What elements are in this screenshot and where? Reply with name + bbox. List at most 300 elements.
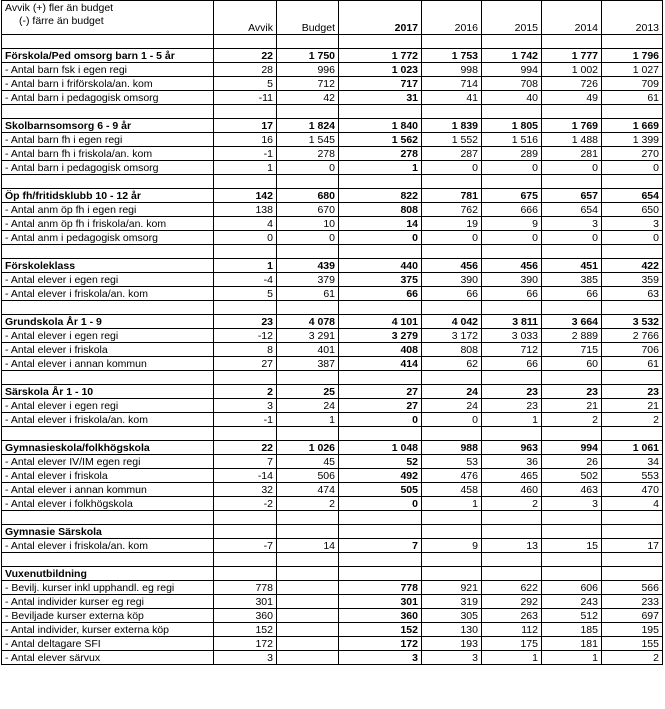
cell-2017: 808 [339,203,422,217]
cell-2016: 0 [422,413,482,427]
cell-2016: 24 [422,399,482,413]
cell-2013 [602,567,663,581]
cell-budget: 401 [277,343,339,357]
cell-2017: 1 562 [339,133,422,147]
section-row [2,259,663,273]
row-label: - Antal elever i annan kommun [2,483,214,497]
table-row [2,483,663,497]
empty-cell [602,427,663,441]
table-row [2,413,663,427]
cell-avvik: 28 [214,63,277,77]
cell-avvik: 8 [214,343,277,357]
cell-budget: 10 [277,217,339,231]
cell-avvik: 1 [214,161,277,175]
empty-cell [482,245,542,259]
empty-cell [602,35,663,49]
cell-2014: 0 [542,161,602,175]
table-row [2,497,663,511]
cell-2013: 709 [602,77,663,91]
cell-2015: 994 [482,63,542,77]
cell-2016: 458 [422,483,482,497]
section-title: Grundskola År 1 - 9 [2,315,214,329]
cell-2014 [542,567,602,581]
empty-cell [542,371,602,385]
cell-2014: 243 [542,595,602,609]
cell-2014: 715 [542,343,602,357]
empty-cell [542,175,602,189]
cell-2014: 2 889 [542,329,602,343]
cell-2015: 465 [482,469,542,483]
cell-2017: 27 [339,385,422,399]
empty-cell [277,105,339,119]
cell-avvik: -14 [214,469,277,483]
cell-2014: 60 [542,357,602,371]
cell-budget [277,581,339,595]
empty-cell [339,427,422,441]
cell-budget: 506 [277,469,339,483]
section-row [2,315,663,329]
empty-cell [2,371,214,385]
cell-2015 [482,525,542,539]
empty-cell [602,553,663,567]
row-label: - Antal individer, kurser externa köp [2,623,214,637]
cell-2015: 1 742 [482,49,542,63]
empty-cell [2,245,214,259]
table-row [2,217,663,231]
cell-2017: 1 [339,161,422,175]
row-label: - Antal elever i friskola/an. kom [2,413,214,427]
empty-cell [277,35,339,49]
cell-2016: 62 [422,357,482,371]
cell-2014: 451 [542,259,602,273]
empty-cell [602,245,663,259]
cell-2016 [422,567,482,581]
cell-budget: 680 [277,189,339,203]
cell-2013: 2 766 [602,329,663,343]
empty-cell [542,427,602,441]
cell-2017: 4 101 [339,315,422,329]
section-row [2,385,663,399]
cell-2016: 1 [422,497,482,511]
cell-2016: 287 [422,147,482,161]
section-title: Vuxenutbildning [2,567,214,581]
spacer-row [2,245,663,259]
cell-2014: 3 664 [542,315,602,329]
cell-2015: 675 [482,189,542,203]
cell-budget [277,609,339,623]
table-row [2,343,663,357]
cell-2016 [422,525,482,539]
cell-2014: 66 [542,287,602,301]
column-header-avvik: Avvik [214,1,277,35]
table-row [2,651,663,665]
row-label: - Bevilj. kurser inkl upphandl. eg regi [2,581,214,595]
header-label-line1: Avvik (+) fler än budget [5,2,114,14]
cell-2017: 408 [339,343,422,357]
cell-2015: 1 516 [482,133,542,147]
empty-cell [422,35,482,49]
cell-2016: 390 [422,273,482,287]
cell-2015: 390 [482,273,542,287]
row-label: - Beviljade kurser externa köp [2,609,214,623]
section-row [2,567,663,581]
cell-avvik: 32 [214,483,277,497]
row-label: - Antal elever i egen regi [2,399,214,413]
row-label: - Antal barn i pedagogisk omsorg [2,91,214,105]
empty-cell [214,553,277,567]
cell-2015: 963 [482,441,542,455]
spacer-row [2,35,663,49]
empty-cell [2,175,214,189]
cell-2013: 0 [602,231,663,245]
cell-avvik: 0 [214,231,277,245]
cell-2016: 998 [422,63,482,77]
cell-2014: 1 488 [542,133,602,147]
cell-2013: 233 [602,595,663,609]
empty-cell [339,105,422,119]
cell-2013 [602,525,663,539]
cell-2015: 456 [482,259,542,273]
table-row [2,147,663,161]
row-label: - Antal anm öp fh i egen regi [2,203,214,217]
section-row [2,49,663,63]
cell-2013: 270 [602,147,663,161]
cell-2013: 34 [602,455,663,469]
cell-avvik: 17 [214,119,277,133]
cell-avvik: -7 [214,539,277,553]
cell-avvik: 3 [214,651,277,665]
table-row [2,329,663,343]
cell-avvik: -1 [214,413,277,427]
row-label: - Antal barn fh i friskola/an. kom [2,147,214,161]
empty-cell [422,301,482,315]
table-row [2,595,663,609]
empty-cell [214,301,277,315]
empty-cell [339,301,422,315]
cell-2017: 152 [339,623,422,637]
empty-cell [277,245,339,259]
cell-2015: 1 [482,413,542,427]
cell-2016: 0 [422,161,482,175]
cell-budget: 1 [277,413,339,427]
cell-avvik: 23 [214,315,277,329]
cell-2014: 726 [542,77,602,91]
row-label: - Antal elever i friskola/an. kom [2,539,214,553]
empty-cell [2,105,214,119]
cell-2016: 4 042 [422,315,482,329]
cell-2014: 26 [542,455,602,469]
cell-2017 [339,567,422,581]
cell-2013: 63 [602,287,663,301]
cell-2017: 3 [339,651,422,665]
cell-2015: 36 [482,455,542,469]
empty-cell [2,427,214,441]
cell-2015: 292 [482,595,542,609]
cell-budget [277,595,339,609]
cell-avvik: -4 [214,273,277,287]
cell-2015: 666 [482,203,542,217]
cell-avvik: 22 [214,441,277,455]
spacer-row [2,553,663,567]
cell-budget: 24 [277,399,339,413]
cell-2014: 15 [542,539,602,553]
empty-cell [214,371,277,385]
cell-2014: 502 [542,469,602,483]
cell-2013: 706 [602,343,663,357]
cell-2017: 778 [339,581,422,595]
cell-2017: 360 [339,609,422,623]
cell-2017 [339,525,422,539]
cell-2015: 66 [482,287,542,301]
cell-2015: 175 [482,637,542,651]
empty-cell [214,511,277,525]
cell-2016: 41 [422,91,482,105]
cell-budget: 45 [277,455,339,469]
cell-2017: 27 [339,399,422,413]
cell-2015: 0 [482,161,542,175]
empty-cell [542,301,602,315]
empty-cell [339,175,422,189]
column-header-2013: 2013 [602,1,663,35]
cell-2014: 2 [542,413,602,427]
table-row [2,609,663,623]
cell-2015: 2 [482,497,542,511]
cell-2016: 19 [422,217,482,231]
cell-2017: 0 [339,413,422,427]
cell-avvik: -12 [214,329,277,343]
cell-2013: 566 [602,581,663,595]
empty-cell [2,511,214,525]
row-label: - Antal barn fh i egen regi [2,133,214,147]
empty-cell [214,105,277,119]
empty-cell [339,511,422,525]
cell-2017: 505 [339,483,422,497]
cell-2016: 305 [422,609,482,623]
empty-cell [339,35,422,49]
empty-cell [422,371,482,385]
cell-2016: 3 [422,651,482,665]
cell-2015: 3 811 [482,315,542,329]
empty-cell [2,301,214,315]
cell-avvik: 3 [214,399,277,413]
cell-2015: 263 [482,609,542,623]
cell-2014: 281 [542,147,602,161]
row-label: - Antal individer kurser eg regi [2,595,214,609]
empty-cell [422,511,482,525]
cell-budget: 0 [277,161,339,175]
empty-cell [422,105,482,119]
cell-2017: 1 772 [339,49,422,63]
row-label: - Antal elever i annan kommun [2,357,214,371]
cell-2014: 21 [542,399,602,413]
cell-2015: 13 [482,539,542,553]
table-row [2,539,663,553]
cell-avvik: -2 [214,497,277,511]
cell-budget: 387 [277,357,339,371]
empty-cell [2,553,214,567]
row-label: - Antal barn i pedagogisk omsorg [2,161,214,175]
cell-2013: 2 [602,413,663,427]
empty-cell [602,105,663,119]
section-row [2,119,663,133]
cell-2014: 3 [542,217,602,231]
empty-cell [277,175,339,189]
cell-2015: 289 [482,147,542,161]
cell-avvik: -1 [214,147,277,161]
cell-2015: 112 [482,623,542,637]
empty-cell [422,245,482,259]
empty-cell [482,175,542,189]
cell-2017: 1 840 [339,119,422,133]
cell-2017: 301 [339,595,422,609]
cell-2013: 650 [602,203,663,217]
section-title: Särskola År 1 - 10 [2,385,214,399]
cell-budget: 474 [277,483,339,497]
cell-2016: 9 [422,539,482,553]
cell-2016: 53 [422,455,482,469]
row-label: - Antal elever särvux [2,651,214,665]
cell-2013: 23 [602,385,663,399]
cell-2013: 1 796 [602,49,663,63]
cell-2016: 714 [422,77,482,91]
cell-2014: 0 [542,231,602,245]
empty-cell [482,105,542,119]
row-label: - Antal elever i egen regi [2,329,214,343]
cell-2013: 1 027 [602,63,663,77]
cell-avvik: 5 [214,287,277,301]
table-row [2,581,663,595]
cell-2013: 1 399 [602,133,663,147]
cell-2014: 23 [542,385,602,399]
cell-budget [277,525,339,539]
empty-cell [214,427,277,441]
column-header-2017: 2017 [339,1,422,35]
cell-budget: 670 [277,203,339,217]
empty-cell [482,511,542,525]
cell-avvik: 778 [214,581,277,595]
cell-budget [277,651,339,665]
cell-2016: 988 [422,441,482,455]
cell-2017: 822 [339,189,422,203]
cell-2016: 66 [422,287,482,301]
table-row [2,203,663,217]
cell-budget: 2 [277,497,339,511]
empty-cell [602,175,663,189]
cell-2014: 512 [542,609,602,623]
cell-budget: 996 [277,63,339,77]
empty-cell [214,175,277,189]
cell-2013: 3 [602,217,663,231]
cell-2013: 17 [602,539,663,553]
cell-budget: 0 [277,231,339,245]
cell-2014: 185 [542,623,602,637]
table-row [2,469,663,483]
row-label: - Antal elever i friskola [2,343,214,357]
cell-avvik [214,525,277,539]
empty-cell [214,245,277,259]
cell-budget: 379 [277,273,339,287]
row-label: - Antal elever i folkhögskola [2,497,214,511]
section-title: Gymnasieskola/folkhögskola [2,441,214,455]
cell-avvik: 301 [214,595,277,609]
table-row [2,231,663,245]
cell-2017: 375 [339,273,422,287]
cell-budget: 42 [277,91,339,105]
cell-2016: 808 [422,343,482,357]
cell-2013: 155 [602,637,663,651]
cell-avvik: 16 [214,133,277,147]
cell-2013: 422 [602,259,663,273]
cell-budget: 61 [277,287,339,301]
cell-2016: 921 [422,581,482,595]
section-title: Förskola/Ped omsorg barn 1 - 5 år [2,49,214,63]
cell-2014: 181 [542,637,602,651]
cell-2015: 66 [482,357,542,371]
column-header-2015: 2015 [482,1,542,35]
cell-2016: 1 753 [422,49,482,63]
row-label: - Antal elever i friskola/an. kom [2,287,214,301]
cell-2013: 61 [602,357,663,371]
section-row [2,189,663,203]
empty-cell [482,553,542,567]
empty-cell [602,511,663,525]
cell-budget: 1 750 [277,49,339,63]
cell-2016: 456 [422,259,482,273]
cell-2017: 66 [339,287,422,301]
cell-2017: 492 [339,469,422,483]
cell-2013: 359 [602,273,663,287]
cell-2013: 1 669 [602,119,663,133]
cell-2014: 49 [542,91,602,105]
row-label: - Antal barn fsk i egen regi [2,63,214,77]
cell-2015: 1 [482,651,542,665]
cell-2014: 654 [542,203,602,217]
cell-budget: 712 [277,77,339,91]
cell-2017: 1 023 [339,63,422,77]
cell-2013: 654 [602,189,663,203]
cell-avvik: -11 [214,91,277,105]
header-row [2,1,663,35]
cell-budget: 14 [277,539,339,553]
cell-avvik: 5 [214,77,277,91]
cell-2015: 708 [482,77,542,91]
cell-2015: 23 [482,385,542,399]
cell-2013: 195 [602,623,663,637]
cell-2017: 52 [339,455,422,469]
cell-2013: 21 [602,399,663,413]
cell-2017: 1 048 [339,441,422,455]
cell-2014: 606 [542,581,602,595]
cell-2013: 3 532 [602,315,663,329]
cell-2017: 440 [339,259,422,273]
cell-avvik: 142 [214,189,277,203]
table-row [2,273,663,287]
cell-2013: 4 [602,497,663,511]
cell-2016: 193 [422,637,482,651]
empty-cell [277,371,339,385]
cell-2016: 0 [422,231,482,245]
cell-2013: 553 [602,469,663,483]
empty-cell [602,301,663,315]
table-row [2,91,663,105]
cell-2013: 2 [602,651,663,665]
empty-cell [482,427,542,441]
cell-budget: 1 824 [277,119,339,133]
cell-2013: 697 [602,609,663,623]
cell-2013: 61 [602,91,663,105]
cell-budget [277,637,339,651]
cell-budget: 278 [277,147,339,161]
